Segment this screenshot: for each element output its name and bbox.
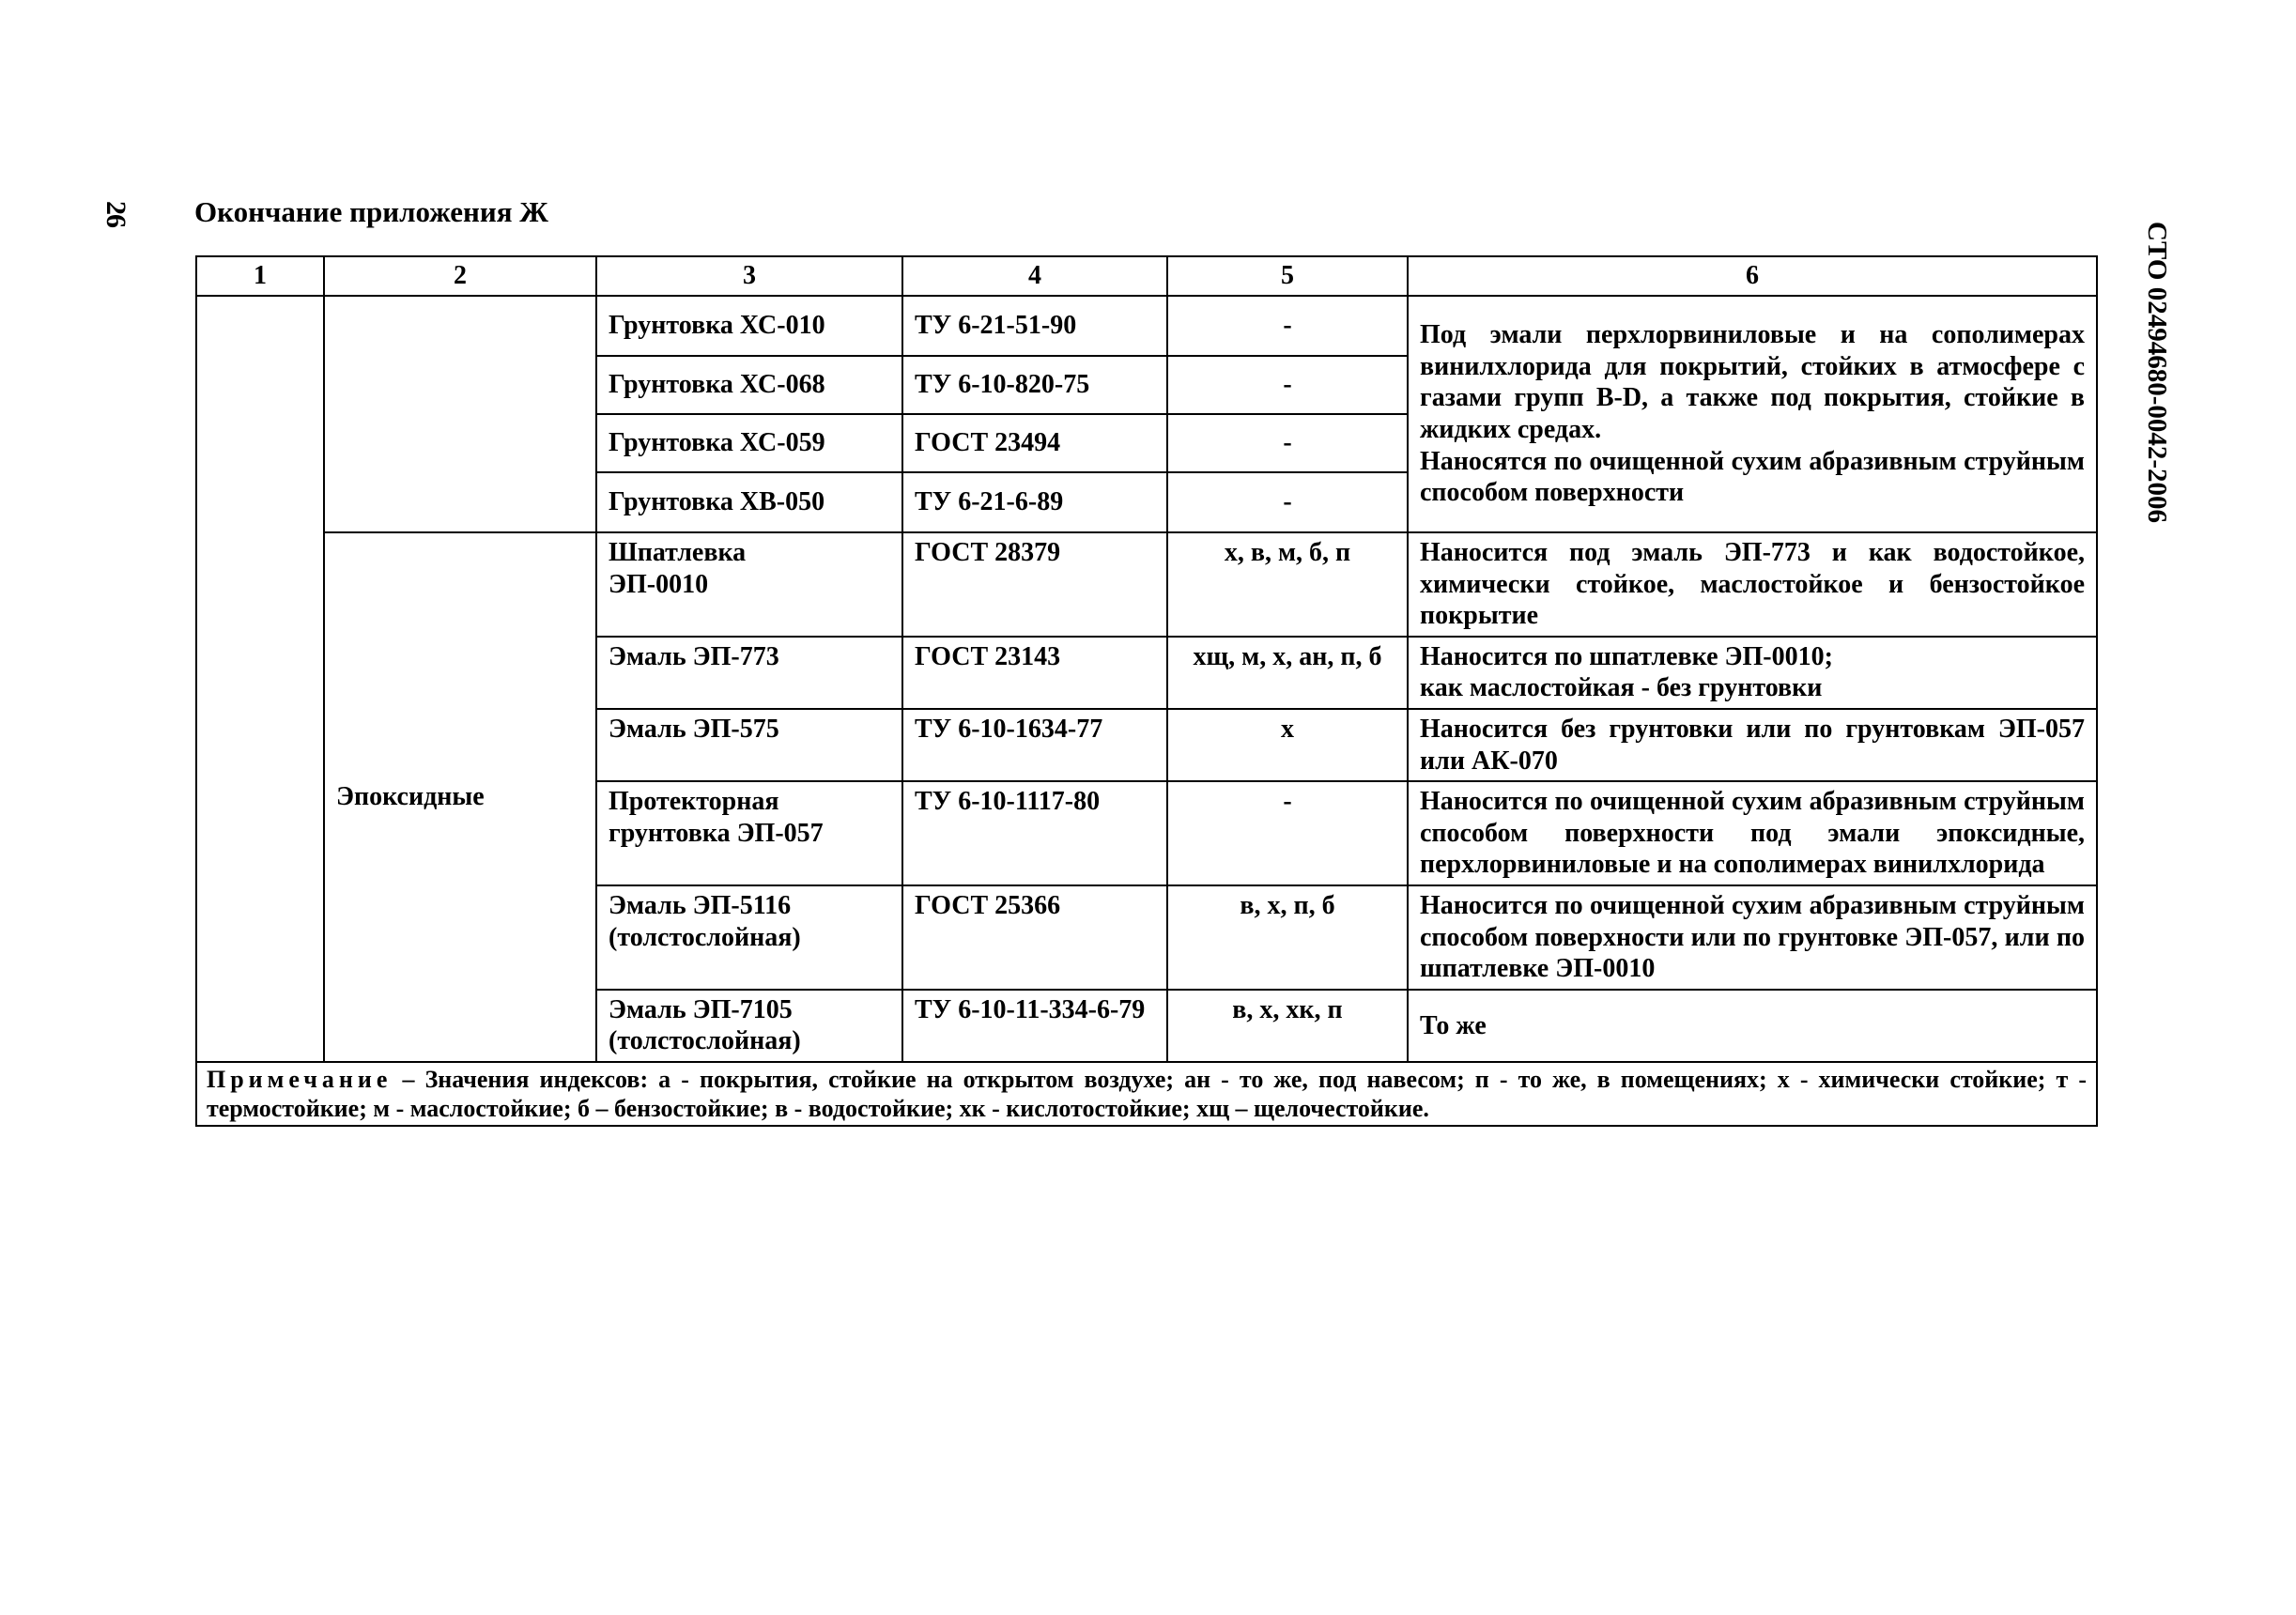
- index-cell: х, в, м, б, п: [1167, 532, 1408, 637]
- index-cell: -: [1167, 781, 1408, 885]
- document-code: СТО 02494680-0042-2006: [2142, 222, 2172, 524]
- group-cell: [324, 296, 596, 532]
- index-cell: х: [1167, 709, 1408, 781]
- page-number: 26: [100, 201, 131, 227]
- footnote: [196, 1062, 2097, 1126]
- material-cell: Эмаль ЭП-773: [596, 637, 902, 709]
- doc-cell: ГОСТ 23143: [902, 637, 1167, 709]
- index-cell: -: [1167, 356, 1408, 414]
- note-cell: Под эмали перхлорвиниловые и на сополимерах винилхлорида для покрытий, стойких в атмосфере с газами групп B-D, а также под покрытия, стойкие в жидких средах. Наносятся по очищенной сухим абразивным струйным способом поверхности: [1408, 296, 2097, 532]
- doc-cell: ГОСТ 25366: [902, 885, 1167, 990]
- doc-cell: ГОСТ 28379: [902, 532, 1167, 637]
- index-cell: -: [1167, 472, 1408, 532]
- header-cell: 2: [324, 256, 596, 296]
- note-cell: Наносится по очищенной сухим абразивным струйным способом поверхности под эмали эпоксидные, перхлорвиниловые и на сополимерах винилхлорида: [1408, 781, 2097, 885]
- footnote-text: – Значения индексов: а - покрытия, стойкие на открытом воздухе; ан - то же, под навесом; п - то же, в помещениях; х - химически стойкие; т - термостойкие; м - маслостойкие; б – бензостойкие; в - водостойкие; хк - кислотостойкие; хщ – щелочестойкие.: [207, 1065, 2087, 1123]
- material-cell: Эмаль ЭП-5116 (толстослойная): [596, 885, 902, 990]
- index-cell: в, х, хк, п: [1167, 990, 1408, 1062]
- material-cell: Шпатлевка ЭП-0010: [596, 532, 902, 637]
- note-cell: То же: [1408, 990, 2097, 1062]
- material-cell: Эмаль ЭП-575: [596, 709, 902, 781]
- material-cell: Протекторная грунтовка ЭП-057: [596, 781, 902, 885]
- header-cell: 1: [196, 256, 324, 296]
- index-cell: в, х, п, б: [1167, 885, 1408, 990]
- note-cell: Наносится без грунтовки или по грунтовкам ЭП-057 или АК-070: [1408, 709, 2097, 781]
- material-cell: Эмаль ЭП-7105 (толстослойная): [596, 990, 902, 1062]
- header-cell: 4: [902, 256, 1167, 296]
- index-cell: -: [1167, 414, 1408, 472]
- table-row: [196, 296, 2097, 356]
- materials-table: [195, 255, 2098, 1127]
- index-cell: -: [1167, 296, 1408, 356]
- doc-cell: ТУ 6-21-6-89: [902, 472, 1167, 532]
- doc-cell: ТУ 6-10-11-334-6-79: [902, 990, 1167, 1062]
- header-cell: 5: [1167, 256, 1408, 296]
- doc-cell: ТУ 6-10-1117-80: [902, 781, 1167, 885]
- group-cell: Эпоксидные: [324, 532, 596, 1062]
- col1-cell: [196, 296, 324, 1062]
- note-cell: Наносится по очищенной сухим абразивным струйным способом поверхности или по грунтовке ЭП-057, или по шпатлевке ЭП-0010: [1408, 885, 2097, 990]
- material-cell: Грунтовка ХС-010: [596, 296, 902, 356]
- material-cell: Грунтовка ХВ-050: [596, 472, 902, 532]
- note-cell: Наносится под эмаль ЭП-773 и как водостойкое, химически стойкое, маслостойкое и бензостойкое покрытие: [1408, 532, 2097, 637]
- doc-cell: ТУ 6-10-1634-77: [902, 709, 1167, 781]
- index-cell: хщ, м, х, ан, п, б: [1167, 637, 1408, 709]
- table-row: [196, 532, 2097, 637]
- page-heading: Окончание приложения Ж: [194, 195, 548, 228]
- header-cell: 3: [596, 256, 902, 296]
- doc-cell: ТУ 6-21-51-90: [902, 296, 1167, 356]
- material-cell: Грунтовка ХС-068: [596, 356, 902, 414]
- footnote-title: Примечание: [207, 1065, 393, 1093]
- doc-cell: ГОСТ 23494: [902, 414, 1167, 472]
- header-row: [196, 256, 2097, 296]
- note-cell: Наносится по шпатлевке ЭП-0010; как маслостойкая - без грунтовки: [1408, 637, 2097, 709]
- footnote-row: [196, 1062, 2097, 1126]
- material-cell: Грунтовка ХС-059: [596, 414, 902, 472]
- doc-cell: ТУ 6-10-820-75: [902, 356, 1167, 414]
- header-cell: 6: [1408, 256, 2097, 296]
